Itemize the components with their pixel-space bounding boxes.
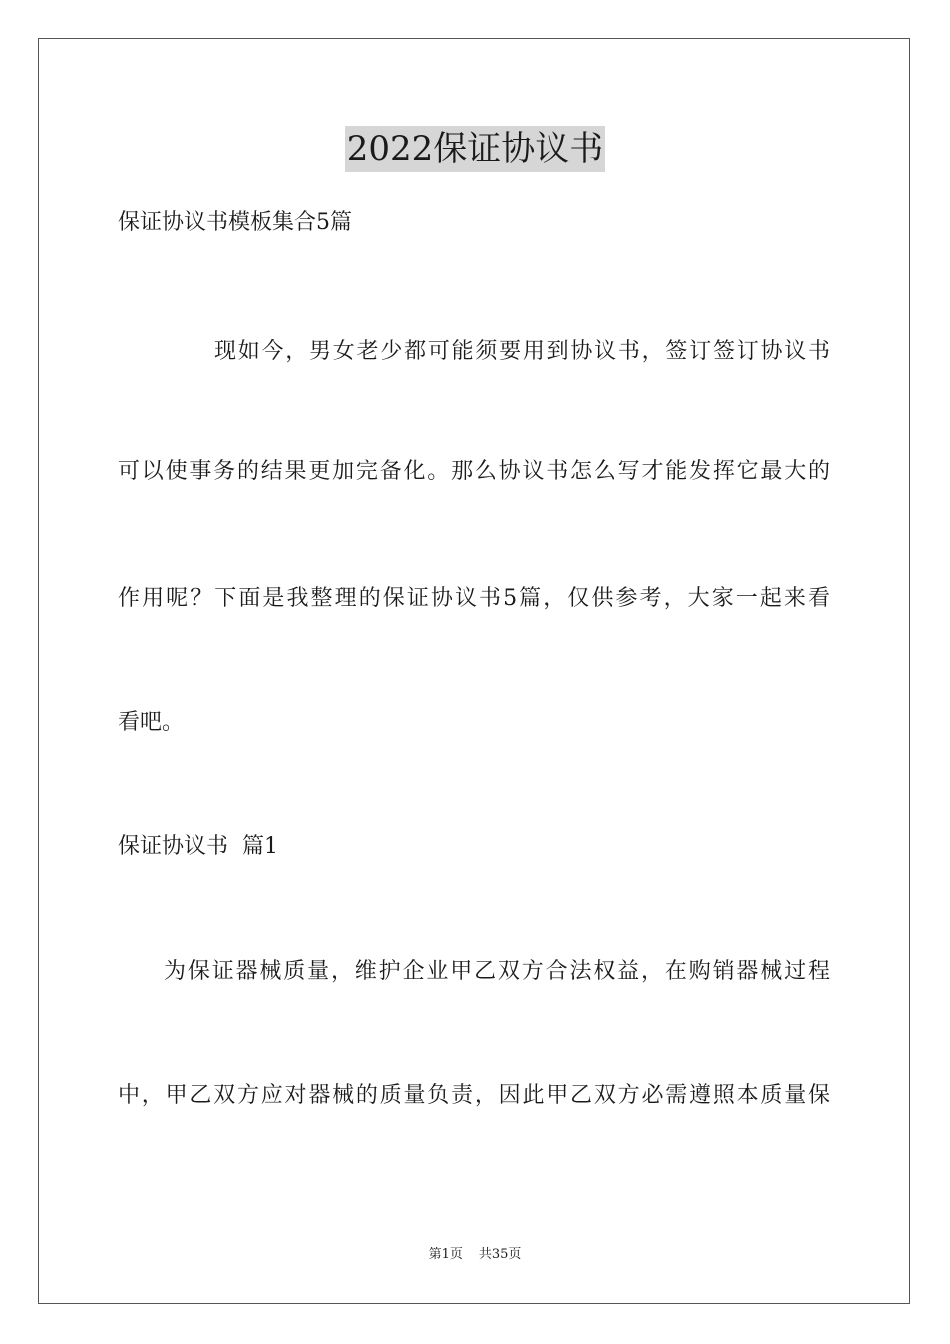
section-line-1: 为保证器械质量，维护企业甲乙双方合法权益，在购销器械过程 xyxy=(164,959,830,984)
page-number: 第1页 xyxy=(428,1247,463,1262)
title-wrap xyxy=(0,126,950,172)
section-heading: 保证协议书 篇1 xyxy=(118,834,278,859)
page-footer xyxy=(0,1246,950,1264)
intro-line-1: 现如今，男女老少都可能须要用到协议书，签订签订协议书 xyxy=(214,339,830,364)
intro-line-4: 看吧。 xyxy=(118,710,185,735)
intro-line-2: 可以使事务的结果更加完备化。那么协议书怎么写才能发挥它最大的 xyxy=(118,459,830,484)
document-subtitle: 保证协议书模板集合5篇 xyxy=(118,210,352,235)
page-total: 共35页 xyxy=(478,1247,522,1262)
section-line-2: 中，甲乙双方应对器械的质量负责，因此甲乙双方必需遵照本质量保 xyxy=(118,1083,830,1108)
document-title: 2022保证协议书 xyxy=(345,126,606,172)
intro-line-3: 作用呢？下面是我整理的保证协议书5篇，仅供参考，大家一起来看 xyxy=(118,586,830,611)
